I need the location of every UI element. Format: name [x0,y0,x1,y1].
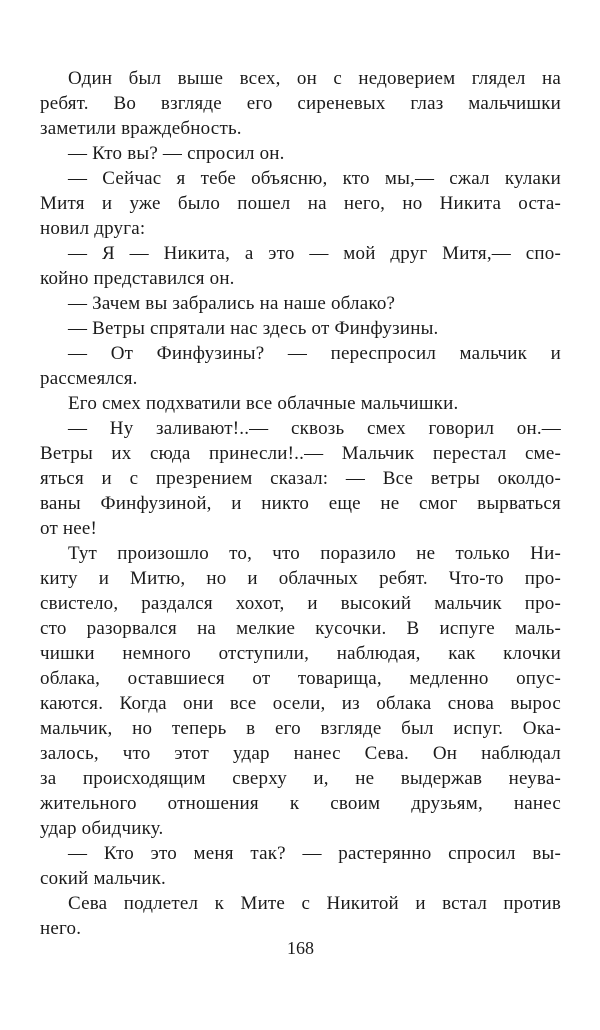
text-line: яться и с презрением сказал: — Все ветры околдо- [40,468,561,489]
text-line: Сева подлетел к Мите с Никитой и встал против [68,893,561,914]
text-line: Его смех подхватили все облачные мальчишки. [68,393,459,414]
text-line: — Сейчас я тебе объясню, кто мы,— сжал кулаки [68,168,561,189]
text-line: Тут произошло то, что поразило не только Ни- [68,543,561,564]
paragraph [40,291,561,316]
text-line: сокий мальчик. [40,868,166,889]
text-line: койно представился он. [40,268,235,289]
text-line: — Ветры спрятали нас здесь от Финфузины. [68,318,439,339]
text-line: — Ну заливают!..— сквозь смех говорил он.— [68,418,561,439]
text-line: киту и Митю, но и облачных ребят. Что-то про- [40,568,561,589]
text-line: сто разорвался на мелкие кусочки. В испуге маль- [40,618,561,639]
paragraph [40,541,561,841]
text-line: залось, что этот удар нанес Сева. Он наблюдал [40,743,561,764]
paragraph [40,316,561,341]
paragraph [40,66,561,141]
text-line: рассмеялся. [40,368,138,389]
text-line: — Кто это меня так? — растерянно спросил вы- [68,843,561,864]
text-line: Митя и уже было пошел на него, но Никита оста- [40,193,561,214]
text-line: облака, оставшиеся от товарища, медленно опус- [40,668,561,689]
text-line: каются. Когда они все осели, из облака снова вырос [40,693,561,714]
text-line: за происходящим сверху и, не выдержав неува- [40,768,561,789]
paragraph [40,341,561,391]
text-line: удар обидчику. [40,818,164,839]
text-line: мальчик, но теперь в его взгляде был испуг. Ока- [40,718,561,739]
paragraph [40,241,561,291]
text-line: — Я — Никита, а это — мой друг Митя,— спо- [68,243,561,264]
text-line: — Зачем вы забрались на наше облако? [68,293,396,314]
text-line: — Кто вы? — спросил он. [68,143,285,164]
paragraph [40,166,561,241]
page-number: 168 [287,938,314,958]
text-line: — От Финфузины? — переспросил мальчик и [68,343,561,364]
text-line: него. [40,918,82,939]
text-line: жительного отношения к своим друзьям, нанес [40,793,561,814]
text-line: чишки немного отступили, наблюдая, как клочки [40,643,561,664]
paragraph [40,391,561,416]
text-line: заметили враждебность. [40,118,242,139]
text-line: Ветры их сюда принесли!..— Мальчик перестал сме- [40,443,561,464]
paragraph [40,891,561,941]
text-line: свистело, раздался хохот, и высокий мальчик про- [40,593,561,614]
text-line: новил друга: [40,218,146,239]
paragraph [40,841,561,891]
paragraph [40,141,561,166]
page-text [40,66,561,941]
text-line: от нее! [40,518,98,539]
text-line: Один был выше всех, он с недоверием глядел на [68,68,561,89]
text-line: ребят. Во взгляде его сиреневых глаз мальчишки [40,93,561,114]
paragraph [40,416,561,541]
text-line: ваны Финфузиной, и никто еще не смог вырваться [40,493,561,514]
